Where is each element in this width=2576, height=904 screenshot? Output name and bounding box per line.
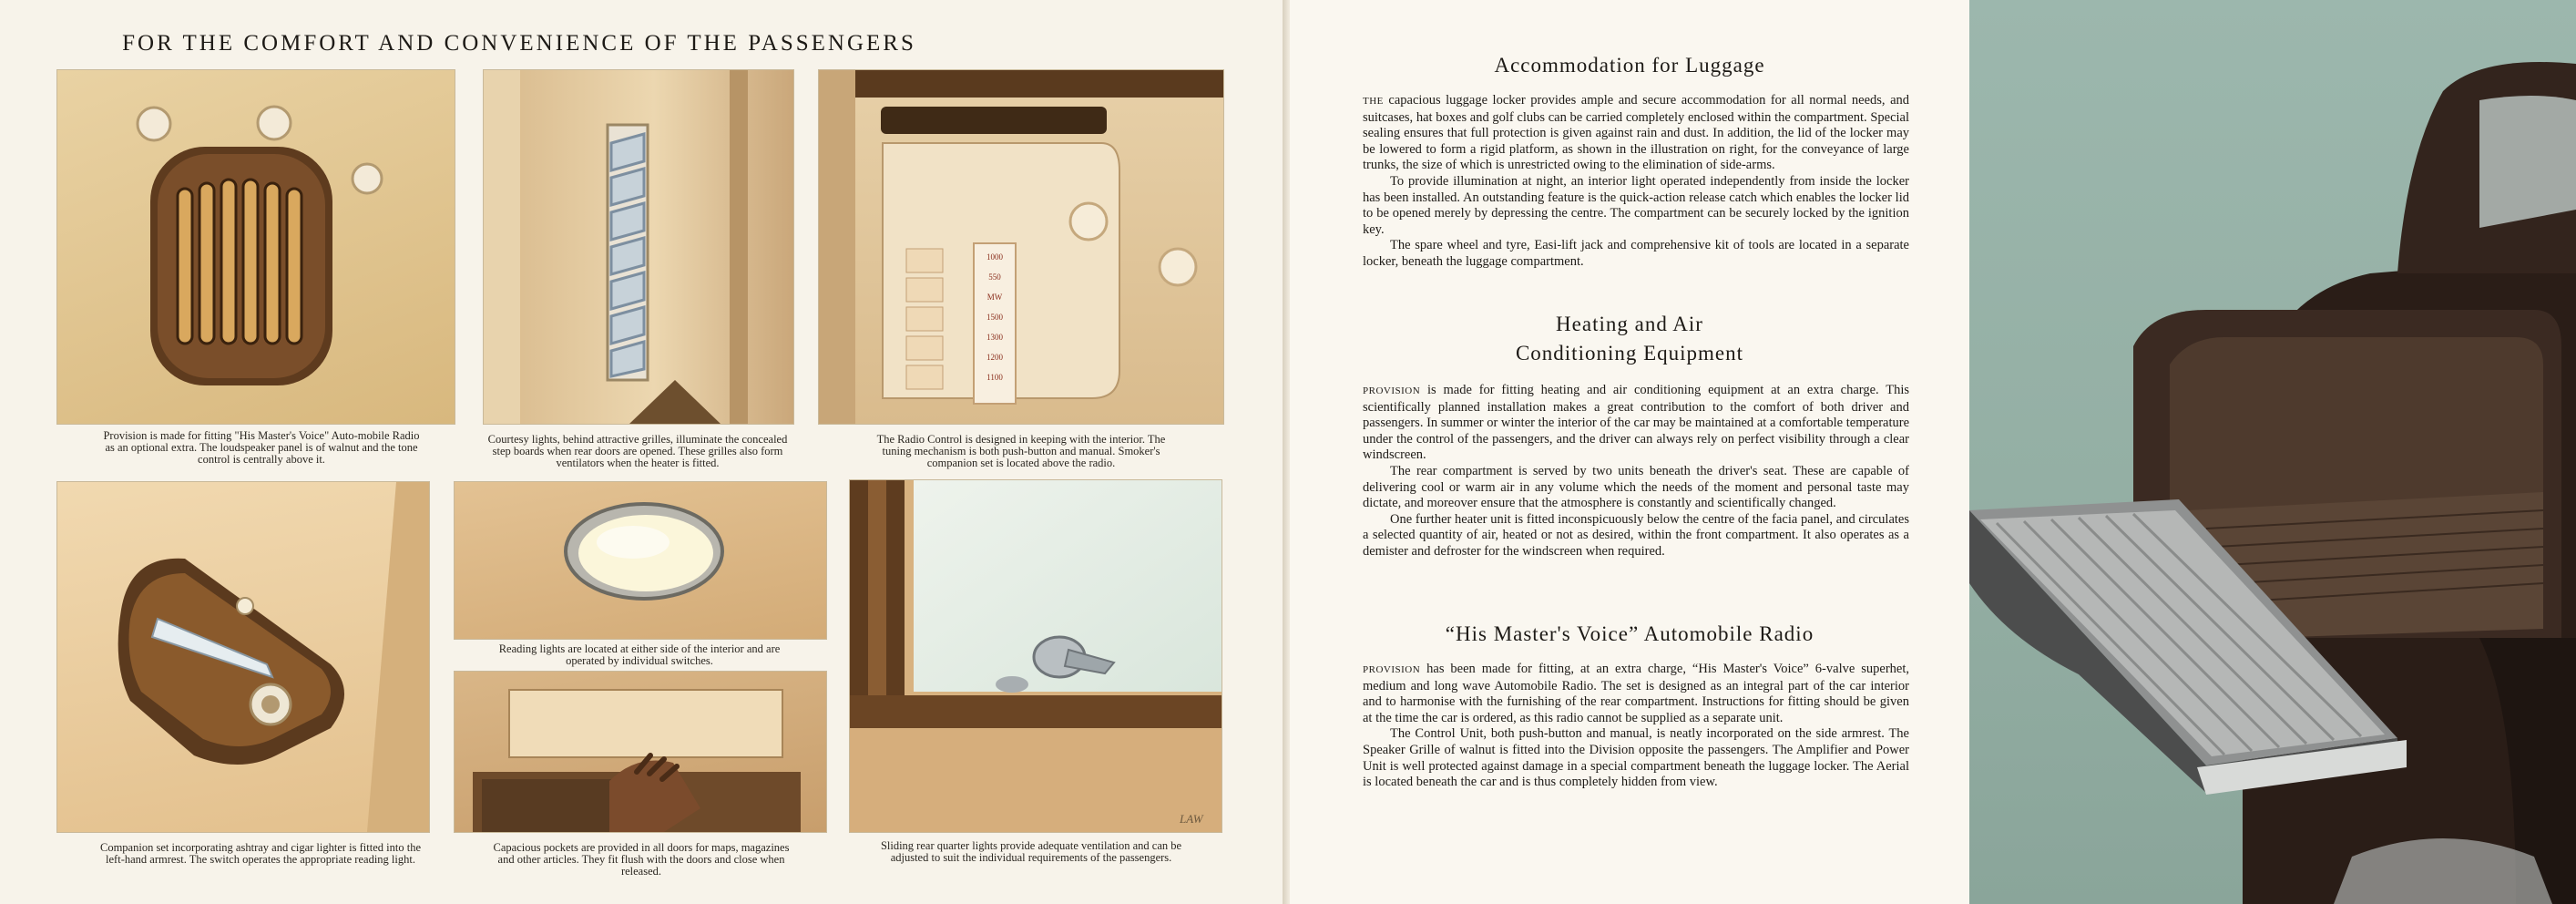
radio-dial-label: 1100: [986, 373, 1003, 382]
courtesy-grille-image: [484, 70, 793, 424]
page-gutter: [1283, 0, 1290, 904]
heating-heading-line2: Conditioning Equipment: [1515, 342, 1744, 365]
companion-set-image: [57, 482, 429, 832]
heating-heading-line1: Heating and Air: [1556, 313, 1703, 335]
page-title: FOR THE COMFORT AND CONVENIENCE OF THE PASSENGERS: [122, 31, 916, 56]
door-pocket-illustration: [454, 671, 827, 833]
reading-light-image: [455, 482, 826, 639]
radio-dial-label: 1500: [986, 313, 1003, 322]
drop-lead-word: PROVISION: [1363, 385, 1421, 396]
right-page: [1290, 0, 1969, 904]
luggage-text: THE capacious luggage locker provides ample and secure accommodation for all normal needs, and suitcases, hat boxes and golf clubs can be carried completely enclosed within the compartment. Special sealing ensures that full protection is given against rain and dust. In addition, the lid of the locker may be lowered to form a rigid platform, as shown in the illustration on right, for the conveyance of large trunks, the size of which is unrestricted owing to the elimination of side-arms. To provide illumination at night, an interior light operated independently from inside the locker has been installed. An outstanding feature is the quick-action release catch which enables the locker lid to be opened merely by depressing the centre. The compartment can be securely locked by the ignition key. The spare wheel and tyre, Easi-lift jack and comprehensive kit of tools are located in a separate locker, beneath the luggage compartment.: [1363, 93, 1910, 269]
courtesy-light-illustration: [483, 69, 794, 425]
reading-light-illustration: [454, 481, 827, 640]
car-boot-image: [1969, 0, 2576, 904]
speaker-grille-image: [57, 70, 455, 424]
radio-dial-label: 1200: [986, 353, 1003, 362]
quarter-light-image: [850, 480, 1222, 832]
luggage-heading: Accommodation for Luggage: [1494, 54, 1765, 77]
caption-reading-lights: Reading lights are located at either side of the interior and are operated by individual switches.: [498, 642, 781, 667]
radio-heading: “His Master's Voice” Automobile Radio: [1445, 622, 1814, 645]
radio-dial-label: 1300: [986, 333, 1003, 342]
drop-lead-word: THE: [1363, 96, 1384, 107]
heating-text: PROVISION is made for fitting heating and air conditioning equipment at an extra charge. This scientifically planned installation makes a great contribution to the comfort of both driver and passengers. In summer or winter the interior of the car may be maintained at a comfortable temperature under the control of the passengers, and the driver can always rely on perfect visibility through a clear windscreen. The rear compartment is served by two units beneath the driver's seat. These are capable of delivering cool or warm air in any volume which the needs of the moment and personal taste may dictate, and moreover ensure that the atmosphere is constantly and scientifically changed. One further heater unit is fitted inconspicuously below the centre of the facia panel, and circulates a selected quantity of air, heated or not as desired, within the front compartment. It also operates as a demister and defroster for the windscreen when required.: [1363, 383, 1909, 559]
caption-radio-control: The Radio Control is designed in keeping with the interior. The tuning mechanism is both push-button and manual. Smoker's companion set is located above the radio.: [876, 433, 1166, 469]
drop-lead-word: PROVISION: [1363, 664, 1421, 675]
caption-courtesy-lights: Courtesy lights, behind attractive grilles, illuminate the concealed step boards when rear doors are opened. These grilles also form ventilators when the heater is fitted.: [487, 433, 788, 469]
artist-signature: LAW: [1180, 812, 1203, 826]
caption-companion-set: Companion set incorporating ashtray and cigar lighter is fitted into the left-hand armrest. The switch operates the appropriate reading light.: [100, 841, 421, 866]
radio-control-image: [819, 70, 1223, 424]
door-pocket-image: [455, 672, 826, 832]
caption-door-pockets: Capacious pockets are provided in all doors for maps, magazines and other articles. They fit flush with the doors and close when released.: [493, 841, 790, 878]
caption-quarter-lights: Sliding rear quarter lights provide adequate ventilation and can be adjusted to suit the individual requirements of the passengers.: [880, 839, 1182, 864]
radio-control-illustration: [818, 69, 1224, 425]
companion-set-illustration: [56, 481, 430, 833]
radio-dial-label: 550: [988, 272, 1001, 282]
radio-text: PROVISION has been made for fitting, at an extra charge, “His Master's Voice” 6-valve superhet, medium and long wave Automobile Radio. The set is designed as an integral part of the car interior and to harmonise with the furnishing of the rear compartment. Instructions for fitting should be given at the time the car is ordered, as this radio cannot be supplied as a separate unit. The Control Unit, both push-button and manual, is neatly incorporated on the side armrest. The Speaker Grille of walnut is fitted into the Division opposite the passengers. The Amplifier and Power Unit is well protected against damage in a special compartment beneath the luggage locker. The Aerial is located beneath the car and is thus completely hidden from view.: [1363, 662, 1909, 790]
quarter-light-illustration: [849, 479, 1222, 833]
radio-dial-label: 1000: [986, 252, 1003, 262]
left-page: [0, 0, 1283, 904]
luggage-locker-photo: [1969, 0, 2576, 904]
caption-speaker: Provision is made for fitting "His Master's Voice" Auto-mobile Radio as an optional extra. The loudspeaker panel is of walnut and the tone control is centrally above it.: [103, 429, 420, 466]
radio-dial-label: MW: [986, 293, 1003, 302]
speaker-grille-illustration: [56, 69, 455, 425]
